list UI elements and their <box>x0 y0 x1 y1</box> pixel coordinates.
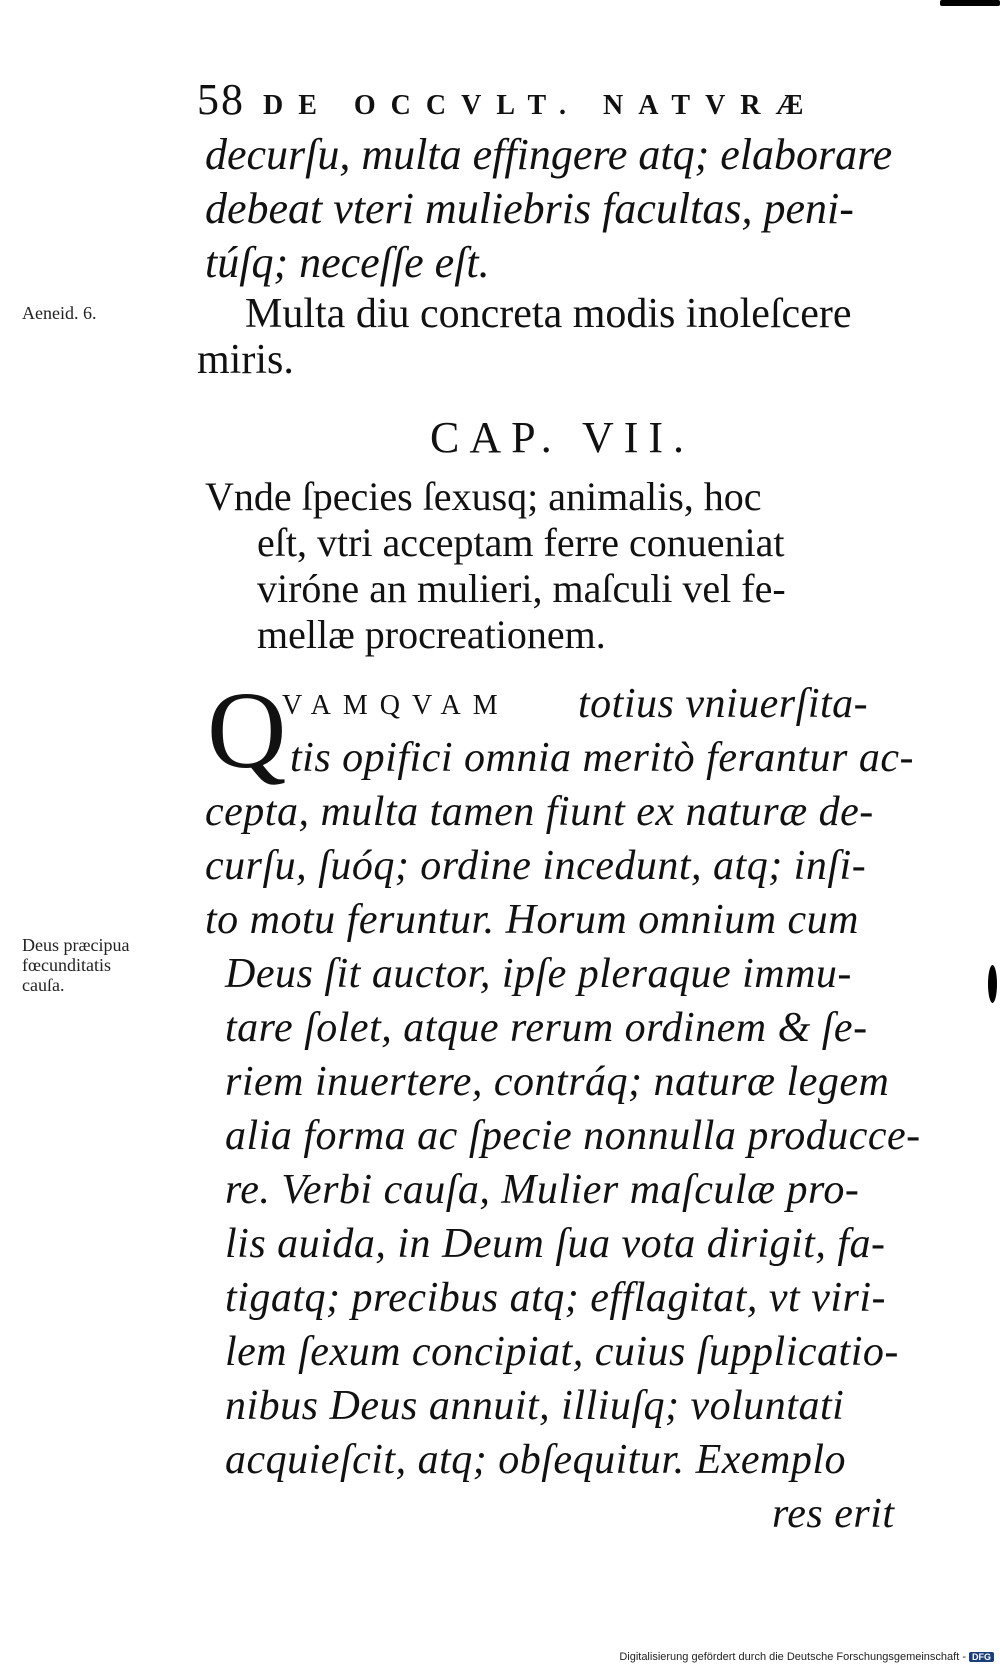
text-line: tare ſolet, atque rerum ordinem & ſe- <box>225 1005 868 1051</box>
digitization-credit <box>619 1651 994 1663</box>
summary-line: Vnde ſpecies ſexusq; animalis, hoc <box>205 474 762 519</box>
text-line: túſq; neceſſe eſt. <box>205 238 490 287</box>
text-line: acquieſcit, atq; obſequitur. Exemplo <box>225 1437 847 1483</box>
margin-note-line: cauſa. <box>22 975 65 995</box>
incipit: VAMQVAM <box>282 690 510 721</box>
text-line: lem ſexum concipiat, cuius ſupplicatio- <box>225 1329 899 1375</box>
drop-capital: Q <box>207 669 287 791</box>
margin-note-line: Deus præcipua <box>22 935 130 955</box>
margin-note-aeneid: Aeneid. 6. <box>22 303 97 323</box>
summary-line: viróne an mulieri, maſculi vel fe- <box>257 566 786 611</box>
text-line: alia forma ac ſpecie nonnulla producce- <box>225 1113 921 1159</box>
quote-line: Multa diu concreta modis inoleſcere <box>245 291 852 337</box>
margin-note-line: fœcunditatis <box>22 955 111 975</box>
text-line: riem inuertere, contráq; naturæ legem <box>225 1059 890 1105</box>
text-line: Deus ſit auctor, ipſe pleraque immu- <box>225 951 852 997</box>
dfg-logo: DFG <box>969 1652 994 1662</box>
chapter-heading <box>430 412 694 463</box>
chapter-label: CAP. <box>430 413 562 462</box>
ink-mark <box>940 0 1000 6</box>
opening-text <box>205 128 925 290</box>
running-head <box>197 74 897 125</box>
chapter-number: VII. <box>581 413 695 462</box>
ink-blot <box>988 965 997 1003</box>
text-line: curſu, ſuóq; ordine incedunt, atq; inſi- <box>205 843 867 889</box>
summary-line: mellæ procreationem. <box>257 612 606 657</box>
margin-note-deus <box>22 935 129 995</box>
text-line: res erit <box>772 1491 895 1537</box>
text-line: re. Verbi cauſa, Mulier maſculæ pro- <box>225 1167 860 1213</box>
summary-line: eſt, vtri acceptam ferre conueniat <box>257 520 785 565</box>
running-title: DE OCCVLT. NATVRÆ <box>263 90 819 121</box>
credit-text: Digitalisierung gefördert durch die Deutsche Forschungsgemeinschaft - <box>619 1651 966 1663</box>
quote-line: miris. <box>197 337 294 383</box>
text-line: debeat vteri muliebris facultas, peni- <box>205 184 854 233</box>
page-number: 58 <box>197 75 245 124</box>
text-line: tis opifici omnia meritò ferantur ac- <box>290 735 914 781</box>
text-line: decurſu, multa effingere atq; elaborare <box>205 130 893 179</box>
text-line: nibus Deus annuit, illiuſq; voluntati <box>225 1383 845 1429</box>
text-line: totius vniuerſita- <box>578 681 869 727</box>
text-line: tigatq; precibus atq; efflagitat, vt viri- <box>225 1275 887 1321</box>
text-line: lis auida, in Deum ſua vota dirigit, fa- <box>225 1221 886 1267</box>
text-line: cepta, multa tamen fiunt ex naturæ de- <box>205 789 874 835</box>
chapter-summary <box>205 474 905 658</box>
text-line: to motu feruntur. Horum omnium cum <box>205 897 859 943</box>
